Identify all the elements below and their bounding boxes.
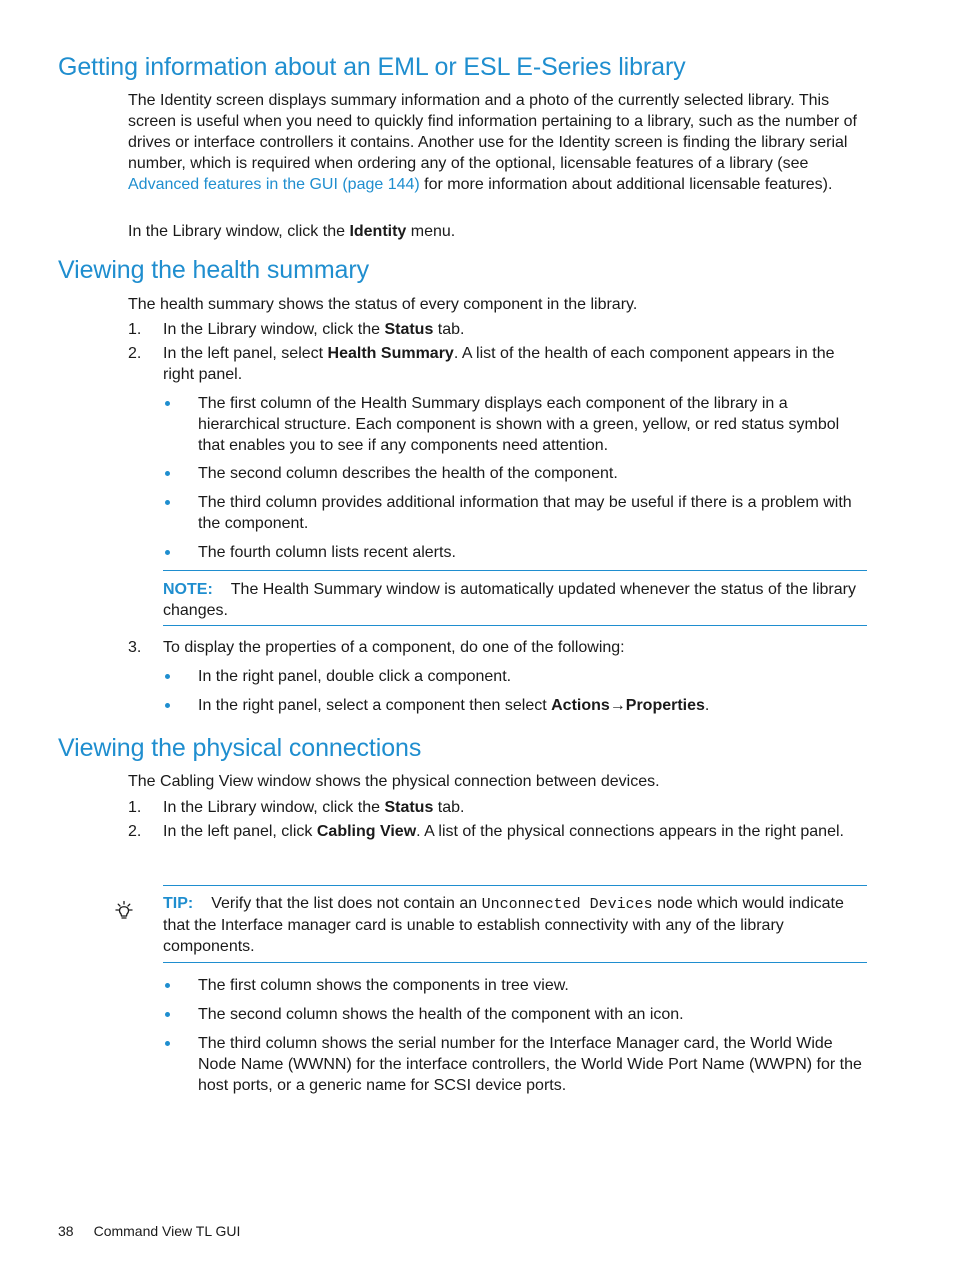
step-text: . A list of the physical connections appears in the right panel.	[416, 823, 844, 840]
instruction-text: menu.	[406, 223, 456, 240]
advanced-features-link[interactable]: Advanced features in the GUI (page 144)	[128, 176, 420, 193]
health-summary-label: Health Summary	[327, 345, 454, 362]
step-text: tab.	[433, 799, 465, 816]
heading-health-summary: Viewing the health summary	[58, 256, 369, 284]
list-item: The third column provides additional information that may be useful if there is a problem with the component.	[198, 494, 852, 532]
status-tab-label: Status	[384, 321, 434, 338]
tip-text: Verify that the list does not contain an	[211, 895, 482, 912]
footer-title: Command View TL GUI	[93, 1223, 241, 1239]
status-tab-label: Status	[384, 799, 434, 816]
note-text: The Health Summary window is automatically updated whenever the status of the library changes.	[163, 581, 856, 619]
tip-bottom-rule	[163, 962, 867, 963]
health-step-2	[163, 343, 867, 385]
instruction-text: In the Library window, click the	[128, 223, 350, 240]
cabling-step-2	[163, 821, 867, 842]
list-item: The fourth column lists recent alerts.	[198, 544, 456, 561]
tip-label: TIP:	[163, 895, 194, 912]
page-footer	[58, 1223, 240, 1239]
bullet-icon	[165, 1041, 170, 1046]
bullet-icon	[165, 500, 170, 505]
note-bottom-rule	[163, 625, 867, 626]
step-number: 1.	[128, 321, 142, 338]
note-top-rule	[163, 570, 867, 571]
identity-instruction	[128, 221, 868, 242]
step-number: 3.	[128, 639, 142, 656]
step-number: 2.	[128, 823, 142, 840]
list-item-text: In the right panel, select a component then select	[198, 697, 552, 714]
list-item: The first column shows the components in tree view.	[198, 977, 569, 994]
step-text: In the Library window, click the	[163, 799, 385, 816]
bullet-icon	[165, 550, 170, 555]
actions-menu-label: Actions	[551, 697, 610, 714]
bullet-icon	[165, 674, 170, 679]
note-label: NOTE:	[163, 581, 213, 598]
list-item: The second column describes the health of the component.	[198, 465, 618, 482]
bullet-icon	[165, 401, 170, 406]
bullet-icon	[165, 703, 170, 708]
step-number: 1.	[128, 799, 142, 816]
paragraph-text: for more information about additional licensable features).	[419, 176, 833, 193]
step-number: 2.	[128, 345, 142, 362]
heading-library-info: Getting information about an EML or ESL E-Series library	[58, 53, 686, 81]
properties-menu-label: Properties	[625, 697, 705, 714]
list-item-text: .	[704, 697, 710, 714]
bullet-icon	[165, 471, 170, 476]
tip-text: node which would indicate that the Interface manager card is unable to establish connectivity with any of the library components.	[163, 895, 844, 955]
library-info-paragraph	[128, 90, 868, 195]
page-number: 38	[58, 1223, 74, 1239]
step-text: tab.	[433, 321, 465, 338]
unconnected-devices-code: Unconnected Devices	[481, 896, 653, 913]
health-step-1	[163, 319, 867, 340]
heading-physical-connections: Viewing the physical connections	[58, 734, 422, 762]
list-item: In the right panel, double click a component.	[198, 668, 512, 685]
tip-top-rule	[163, 885, 867, 886]
bullet-icon	[165, 983, 170, 988]
bullet-icon	[165, 1012, 170, 1017]
health-intro: The health summary shows the status of every component in the library.	[128, 296, 638, 313]
identity-menu-label: Identity	[349, 223, 407, 240]
step-text: . A list of the health of each component appears in the right panel.	[163, 345, 835, 383]
tip-box	[163, 893, 867, 957]
paragraph-text: The Identity screen displays summary information and a photo of the currently selected library. This screen is useful when you need to quickly find information pertaining to a library, such as the number of drives or interface controllers it contains. Another use for the Identity screen is finding the library serial number, which is required when ordering any of the optional, licensable features of a library (see	[128, 92, 857, 172]
cabling-step-1	[163, 797, 867, 818]
list-item: The third column shows the serial number for the Interface Manager card, the World Wide Node Name (WWNN) for the interface controllers, the World Wide Port Name (WWPN) for the host ports, or a generic name for SCSI device ports.	[198, 1035, 862, 1094]
list-item: The first column of the Health Summary displays each component of the library in a hierarchical structure. Each component is shown with a green, yellow, or red status symbol that enables you to see if any components need attention.	[198, 395, 840, 454]
step-text: In the left panel, select	[163, 345, 328, 362]
lightbulb-icon	[114, 900, 134, 922]
list-item	[198, 695, 868, 716]
step-text: In the left panel, click	[163, 823, 317, 840]
note-box	[163, 579, 867, 621]
list-item: The second column shows the health of the component with an icon.	[198, 1006, 684, 1023]
cabling-intro: The Cabling View window shows the physical connection between devices.	[128, 773, 660, 790]
cabling-view-label: Cabling View	[316, 823, 417, 840]
health-step-3: To display the properties of a component, do one of the following:	[163, 639, 625, 656]
step-text: In the Library window, click the	[163, 321, 385, 338]
arrow-icon: →	[609, 697, 626, 714]
